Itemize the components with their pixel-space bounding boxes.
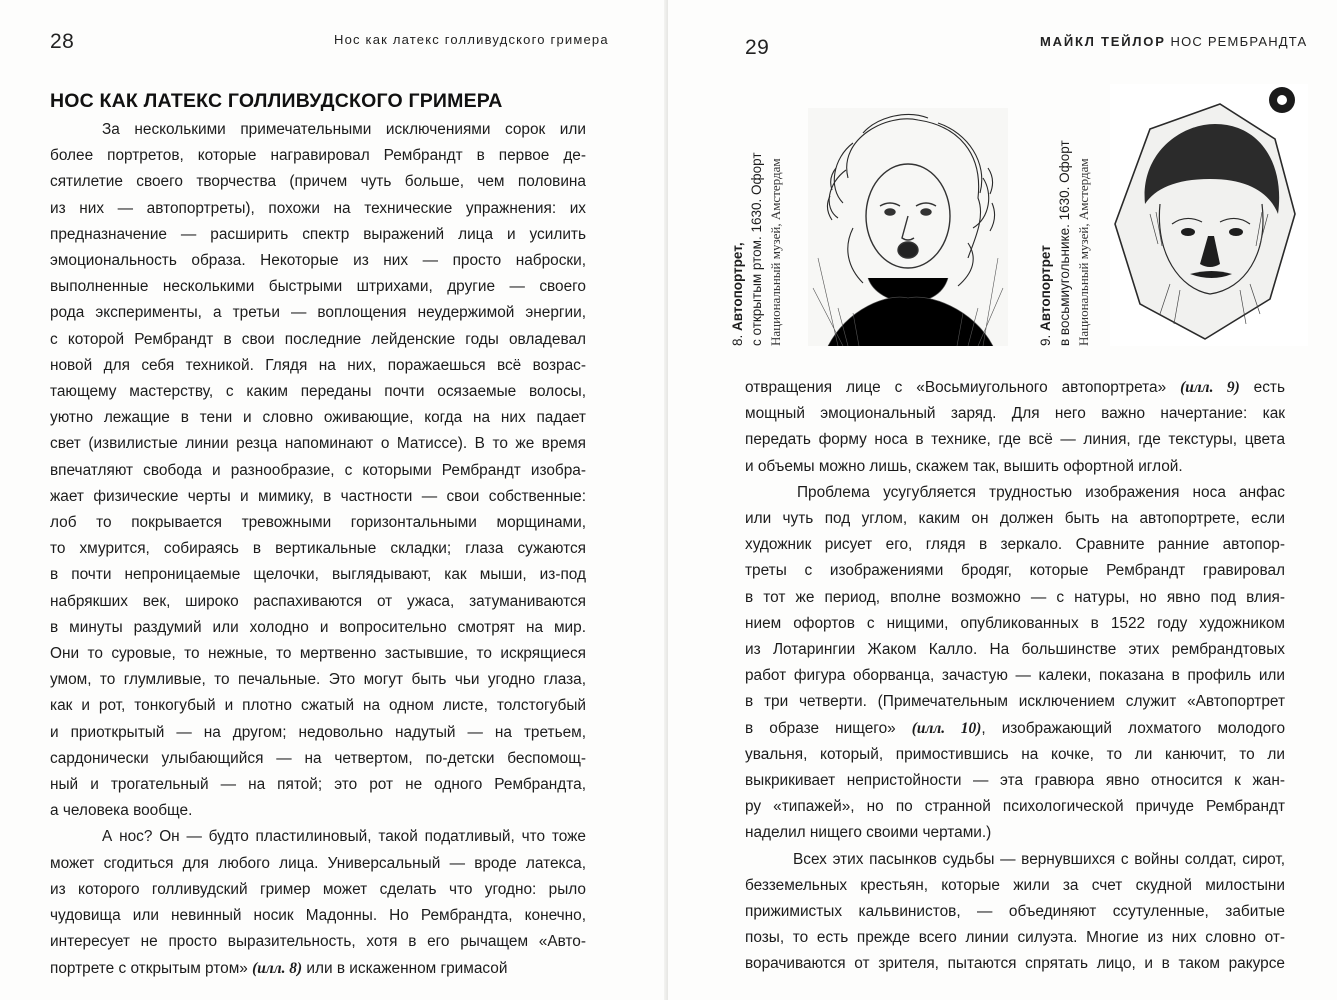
right-page	[668, 0, 1337, 1000]
running-head-right	[1040, 34, 1307, 49]
text-line: то хмурится, собираясь в вертикальные складки; глаза сужаются	[50, 540, 586, 558]
text-line: позы, то есть прежде всего линии силуэта. Многие из них словно от-	[745, 929, 1285, 947]
text-line: из Лотарингии Жаком Калло. На большинстве этих рембрандтовых	[745, 641, 1285, 659]
text-fragment: отвращения лице с «Восьмиугольного автопортрета»	[745, 379, 1181, 396]
text-line: в почти непроницаемые щелочки, выглядывают, как мыши, из-под	[50, 566, 586, 584]
text-line: прижимистых кальвинистов, — объединяют ссутуленные, забитые	[745, 903, 1285, 921]
text-line: или чуть под углом, каким он должен быть на автопортрете, если	[745, 510, 1285, 528]
text-line: Всех этих пасынков судьбы — вернувшихся с войны солдат, сирот,	[793, 850, 1285, 868]
figure-number: 8.	[730, 334, 745, 346]
text-line: выкрикивает непристойности — эта гравюра явно относится к жан-	[745, 772, 1285, 790]
text-line: сардонически улыбающийся — на четвертом, по-детски беспомощ-	[50, 749, 586, 767]
text-line: За несколькими примечательными исключениями сорок или	[102, 121, 586, 138]
figure-collection: Национальный музей, Амстердам	[1076, 158, 1091, 346]
text-line: увальня, который, примостившись на кочке, то ли канючит, то ли	[745, 745, 1285, 763]
text-line: ворачиваются от зрителя, пытаются спрятать лицо, и в таком ракурсе	[745, 955, 1285, 973]
text-line: чудовища или невинный носик Мадонны. Но Рембрандта, конечно,	[50, 907, 586, 925]
text-line: в тот же период, вполне возможно — с натуры, но явно под влия-	[745, 588, 1285, 606]
text-line: ный и трогательный — на пятой; это рот не одного Рембрандта,	[50, 776, 586, 794]
text-line: в минуты раздумий или холодно и вопросительно смотрят на мир.	[50, 618, 586, 636]
text-line: художник рисует его, глядя в зеркало. Сравните ранние автопор-	[745, 536, 1285, 554]
paragraph	[50, 117, 586, 824]
text-line: работ фигура оборванца, зачастую — калеки, показана в профиль или	[745, 667, 1285, 685]
text-line: выполненные несколькими быстрыми штрихами, другие — своего	[50, 278, 586, 296]
text-line: впечатляют свобода и разнообразие, с которыми Рембрандт изобра-	[50, 461, 586, 479]
text-line: треты с изображениями бродяг, которые Рембрандт гравировал	[745, 562, 1285, 580]
text-line: из которого голливудский гример может сделать что угодно: рыло	[50, 880, 586, 898]
running-head-left: Нос как латекс голливудского гримера	[334, 32, 609, 47]
page-number-right: 29	[745, 36, 770, 59]
text-line: и объемы можно лишь, скажем так, вышить офортной иглой.	[745, 457, 1183, 475]
text-line: свет (извилистые линии резца напоминают о Матиссе). В то же время	[50, 435, 586, 453]
text-line: и приоткрытый — на другом; недовольно надутый — на третьем,	[50, 723, 586, 741]
paragraph	[745, 480, 1285, 716]
left-body-text	[50, 117, 586, 982]
paragraph	[745, 742, 1285, 847]
text-line: из них — автопортреты), похожи на технические упражнения: их	[50, 199, 586, 217]
rembrandt-open-mouth-etching-icon	[808, 108, 1008, 346]
page-number-left: 28	[50, 30, 75, 53]
text-fragment: , изображающий лохматого молодого	[981, 719, 1285, 737]
text-line: Проблема усугубляется трудностью изображения носа анфас	[797, 483, 1285, 501]
text-fragment: портрете с открытым ртом»	[50, 959, 253, 977]
text-fragment: есть	[1239, 379, 1285, 396]
figure-reference-8[interactable]: (илл. 8)	[252, 959, 303, 977]
rembrandt-octagon-etching-icon	[1110, 84, 1308, 346]
figure-title: Автопортрет,	[730, 242, 745, 331]
text-line: лоб то покрывается тревожными горизонтальными морщинами,	[50, 514, 586, 532]
text-line: набрякших век, широко распахиваются от ужаса, затуманиваются	[50, 592, 586, 610]
right-body-text	[745, 375, 1285, 978]
text-line: тающему мастерству, с каким переданы почти осязаемые волосы,	[50, 383, 586, 401]
text-line: новой для себя техникой. Глядя на них, поражаешься всё возрас-	[50, 356, 586, 374]
text-line: интересует не просто выразительность, хотя в его рычащем «Авто-	[50, 933, 586, 951]
text-line: эмоциональность образа. Некоторые из них — просто наброски,	[50, 252, 586, 270]
text-line	[50, 956, 586, 982]
text-line: а человека вообще.	[50, 802, 193, 820]
text-line: жает физические черты и мимику, в частности — свои собственные:	[50, 487, 586, 505]
text-line: наделил нищего своими чертами.)	[745, 824, 992, 842]
running-head-author: МАЙКЛ ТЕЙЛОР	[1040, 34, 1166, 49]
figure-collection: Национальный музей, Амстердам	[768, 158, 783, 346]
figure-9-image	[1110, 84, 1308, 346]
paragraph	[50, 824, 586, 955]
text-line: А нос? Он — будто пластилиновый, такой податливый, что тоже	[102, 828, 586, 846]
paragraph	[745, 401, 1285, 480]
figure-8-image	[808, 108, 1008, 346]
text-line: передать форму носа в технике, где всё — линия, где текстуры, цвета	[745, 431, 1285, 449]
text-line: с которой Рембрандт в свои последние лейденские годы овладевал	[50, 330, 586, 348]
figure-number: 9.	[1038, 334, 1053, 346]
figure-8-caption	[728, 152, 785, 346]
text-line: сятилетие своего творчества (причем чуть больше, чем половина	[50, 173, 586, 191]
text-line: ру «типажей», но по странной психологической причуде Рембрандт	[745, 798, 1285, 816]
figure-reference-10[interactable]: (илл. 10)	[911, 719, 982, 737]
text-fragment: или в искаженном гримасой	[302, 959, 508, 977]
text-line: как и рот, тонкогубый и плотно сжатый на одном листе, толстогубый	[50, 697, 586, 715]
paragraph	[745, 847, 1285, 978]
text-line: Они то суровые, то нежные, то мертвенно застывшие, то искрящиеся	[50, 645, 586, 663]
left-page	[0, 0, 668, 1000]
section-title: НОС КАК ЛАТЕКС ГОЛЛИВУДСКОГО ГРИМЕРА	[50, 90, 503, 112]
text-fragment: в образе нищего»	[745, 719, 912, 737]
text-line: более портретов, которые награвировал Рембрандт в первое де-	[50, 147, 586, 165]
figure-9-caption	[1036, 140, 1093, 346]
figure-reference-9[interactable]: (илл. 9)	[1180, 379, 1240, 396]
text-line	[745, 375, 1285, 401]
text-line: рода эксперименты, а третьи — воплощения неудержимой энергии,	[50, 304, 586, 322]
figure-title-line2: в восьмиугольнике. 1630. Офорт	[1057, 140, 1072, 346]
text-line: мощный эмоциональный заряд. Для него важно начертание: как	[745, 405, 1285, 423]
text-line	[745, 716, 1285, 742]
text-line: умом, то глумливые, то печальные. Это могут быть чьи угодно глаза,	[50, 671, 586, 689]
running-head-title: НОС РЕМБРАНДТА	[1170, 34, 1308, 49]
text-line: нием офортов с нищими, опубликованных в 1522 году художником	[745, 614, 1285, 632]
text-line: в три четверти. (Примечательным исключением служит «Автопортрет	[745, 693, 1285, 711]
text-line: безземельных крестьян, которые жили за счет скудной милостыни	[745, 876, 1285, 894]
text-line: уютно лежащие в тени и словно оживающие, когда на них падает	[50, 409, 586, 427]
figure-title: Автопортрет	[1038, 245, 1053, 331]
text-line: может сгодиться для любого лица. Универсальный — вроде латекса,	[50, 854, 586, 872]
text-line: предназначение — расширить спектр выражений лица и усилить	[50, 225, 586, 243]
figure-title-line2: с открытым ртом. 1630. Офорт	[749, 152, 764, 346]
